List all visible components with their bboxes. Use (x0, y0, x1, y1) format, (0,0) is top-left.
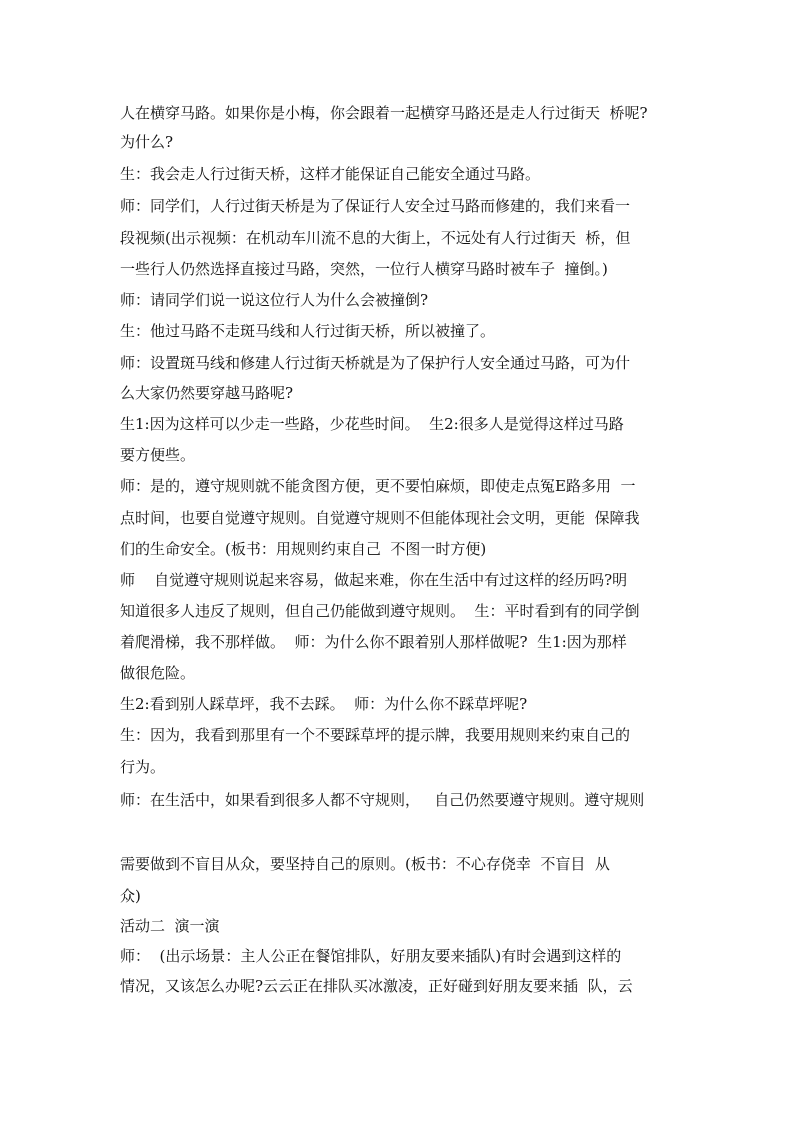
text-line: 们的生命安全。(板书：用规则约束自己 不图一时方便) (120, 540, 487, 558)
text-line: 为什么? (120, 133, 174, 151)
text-line: 师：设置斑马线和修建人行过街天桥就是为了保护行人安全通过马路，可为什 (120, 354, 631, 372)
text-line: 师：在生活中，如果看到很多人都不守规则， 自己仍然要遵守规则。遵守规则 (120, 791, 645, 809)
text-line: 师：请同学们说一说这位行人为什么会被撞倒? (120, 291, 429, 309)
text-line: 知道很多人违反了规则，但自己仍能做到遵守规则。 生：平时看到有的同学倒 (120, 602, 640, 620)
text-line: 做很危险。 (120, 664, 196, 682)
text-line: 师：同学们，人行过街天桥是为了保证行人安全过马路而修建的，我们来看一 (120, 197, 631, 215)
text-line: 生：因为，我看到那里有一个不要踩草坪的提示牌，我要用规则来约束自己的 (120, 726, 631, 744)
text-line: 一些行人仍然选择直接过马路，突然，一位行人横穿马路时被车子 撞倒。) (120, 260, 608, 278)
text-line: 生：我会走人行过街天桥，这样才能保证自己能安全通过马路。 (120, 165, 541, 183)
text-line: 要方便些。 (120, 446, 196, 464)
text-line: 点时间，也要自觉遵守规则。自觉遵守规则不但能体现社会文明，更能 保障我 (120, 509, 640, 527)
text-line: 生1:因为这样可以少走一些路，少花些时间。 生2:很多人是觉得这样过马路 (120, 415, 624, 433)
text-line: 需要做到不盲目从众，要坚持自己的原则。(板书：不心存侥幸 不盲目 从 (120, 855, 610, 873)
text-line: 情况，又该怎么办呢?云云正在排队买冰激凌，正好碰到好朋友要来插 队，云 (120, 977, 633, 995)
text-line: 师：是的，遵守规则就不能贪图方便，更不要怕麻烦，即使走点冤E路多用 一 (120, 477, 636, 495)
text-line: 行为。 (120, 758, 166, 776)
text-line: 生：他过马路不走斑马线和人行过街天桥，所以被撞了。 (120, 322, 496, 340)
text-line: 众) (120, 887, 141, 905)
text-line: 么大家仍然要穿越马路呢? (120, 384, 294, 402)
text-line: 生2:看到别人踩草坪，我不去踩。 师：为什么你不踩草坪呢? (120, 695, 528, 713)
text-line: 段视频(出示视频：在机动车川流不息的大街上，不远处有人行过街天 桥，但 (120, 229, 631, 247)
section-heading: 活动二 演一演 (120, 917, 220, 935)
text-line: 人在横穿马路。如果你是小梅，你会跟着一起横穿马路还是走人行过街天 桥呢? (120, 104, 648, 122)
text-line: 师 自觉遵守规则说起来容易，做起来难，你在生活中有过这样的经历吗?明 (120, 571, 628, 589)
text-line: 师： (出示场景：主人公正在餐馆排队，好朋友要来插队)有时会遇到这样的 (120, 947, 622, 965)
text-line: 着爬滑梯，我不那样做。 师：为什么你不跟着别人那样做呢? 生1:因为那样 (120, 633, 627, 651)
